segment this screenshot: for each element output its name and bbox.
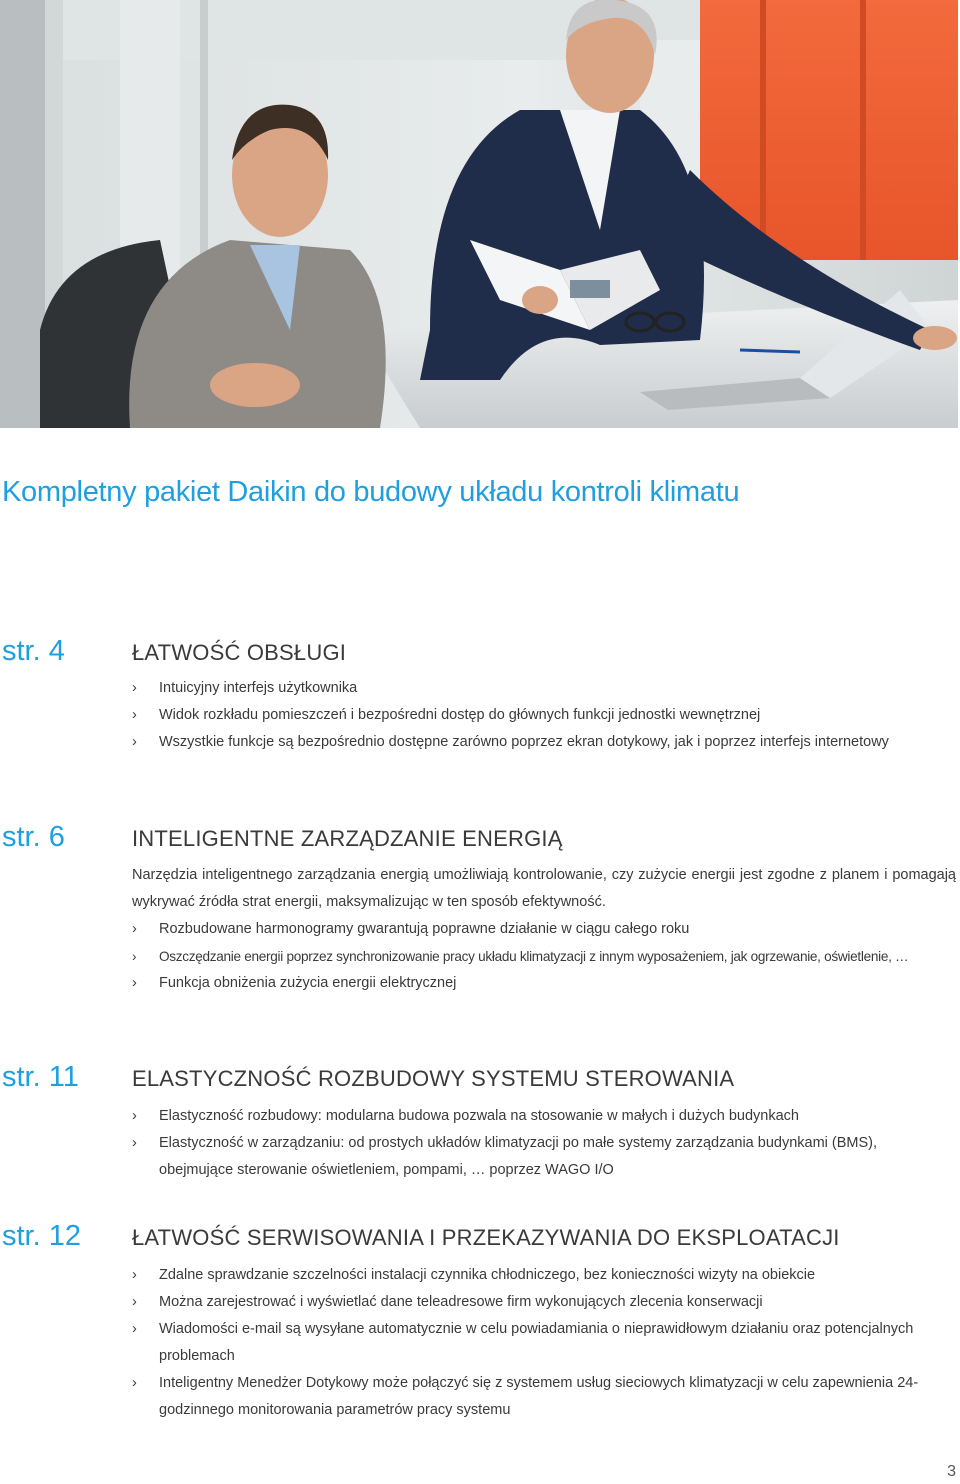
bullet-list bbox=[132, 916, 956, 997]
list-item: › Inteligentny Menedżer Dotykowy może połączyć się z systemem usług sieciowych klimatyzacji w celu zapewnienia 24-godzinnego monitorowania parametrów pracy systemu bbox=[132, 1370, 956, 1424]
chevron-right-icon: › bbox=[132, 1135, 137, 1151]
page-number: 3 bbox=[947, 1463, 956, 1480]
list-item: › Funkcja obniżenia zużycia energii elektrycznej bbox=[132, 970, 956, 997]
list-item: › Intuicyjny interfejs użytkownika bbox=[132, 675, 956, 702]
chevron-right-icon: › bbox=[132, 921, 137, 937]
list-item: › Oszczędzanie energii poprzez synchronizowanie pracy układu klimatyzacji z innym wyposażeniem, jak ogrzewanie, oświetlenie, … bbox=[132, 943, 956, 970]
list-item: › Zdalne sprawdzanie szczelności instalacji czynnika chłodniczego, bez konieczności wizyty na obiekcie bbox=[132, 1262, 956, 1289]
chevron-right-icon: › bbox=[132, 680, 137, 696]
section-intro: Narzędzia inteligentnego zarządzania energią umożliwiają kontrolowanie, czy zużycie energii jest zgodne z planem i pomagają wykrywać źródła strat energii, maksymalizując w ten sposób efektywność. bbox=[132, 867, 956, 910]
page-title: Kompletny pakiet Daikin do budowy układu kontroli klimatu bbox=[2, 476, 740, 508]
bullet-list bbox=[132, 1103, 956, 1184]
list-item: › Elastyczność w zarządzaniu: od prostych układów klimatyzacji po małe systemy zarządzania budynkami (BMS), obejmujące sterowanie oświetleniem, pompami, … poprzez WAGO I/O bbox=[132, 1130, 956, 1184]
page-ref: str. 4 bbox=[2, 635, 65, 667]
list-item: › Można zarejestrować i wyświetlać dane teleadresowe firm wykonujących zlecenia konserwacji bbox=[132, 1289, 956, 1316]
section-body bbox=[132, 1262, 956, 1424]
bullet-list bbox=[132, 1262, 956, 1424]
list-item: › Elastyczność rozbudowy: modularna budowa pozwala na stosowanie w małych i dużych budynkach bbox=[132, 1103, 956, 1130]
list-item: › Wszystkie funkcje są bezpośrednio dostępne zarówno poprzez ekran dotykowy, jak i poprzez interfejs internetowy bbox=[132, 729, 956, 756]
chevron-right-icon: › bbox=[132, 707, 137, 723]
list-item: › Rozbudowane harmonogramy gwarantują poprawne działanie w ciągu całego roku bbox=[132, 916, 956, 943]
chevron-right-icon: › bbox=[132, 1267, 137, 1283]
chevron-right-icon: › bbox=[132, 1375, 137, 1391]
list-item: › Wiadomości e-mail są wysyłane automatycznie w celu powiadamiania o nieprawidłowym działaniu oraz potencjalnych problemach bbox=[132, 1316, 956, 1370]
section-body bbox=[132, 1103, 956, 1184]
section-heading: INTELIGENTNE ZARZĄDZANIE ENERGIĄ bbox=[132, 826, 563, 851]
chevron-right-icon: › bbox=[132, 1108, 137, 1124]
section-heading: ŁATWOŚĆ SERWISOWANIA I PRZEKAZYWANIA DO EKSPLOATACJI bbox=[132, 1225, 840, 1250]
list-item: › Widok rozkładu pomieszczeń i bezpośredni dostęp do głównych funkcji jednostki wewnętrznej bbox=[132, 702, 956, 729]
section-body bbox=[132, 862, 956, 997]
chevron-right-icon: › bbox=[132, 1321, 137, 1337]
chevron-right-icon: › bbox=[132, 1294, 137, 1310]
bullet-list bbox=[132, 675, 956, 756]
section-heading: ELASTYCZNOŚĆ ROZBUDOWY SYSTEMU STEROWANIA bbox=[132, 1066, 735, 1091]
section-body bbox=[132, 675, 956, 756]
chevron-right-icon: › bbox=[132, 949, 137, 964]
page-ref: str. 6 bbox=[2, 821, 65, 853]
chevron-right-icon: › bbox=[132, 975, 137, 991]
section-heading: ŁATWOŚĆ OBSŁUGI bbox=[132, 640, 347, 665]
hero-photo bbox=[0, 0, 958, 428]
chevron-right-icon: › bbox=[132, 734, 137, 750]
page-ref: str. 12 bbox=[2, 1220, 81, 1252]
page-ref: str. 11 bbox=[2, 1061, 79, 1093]
